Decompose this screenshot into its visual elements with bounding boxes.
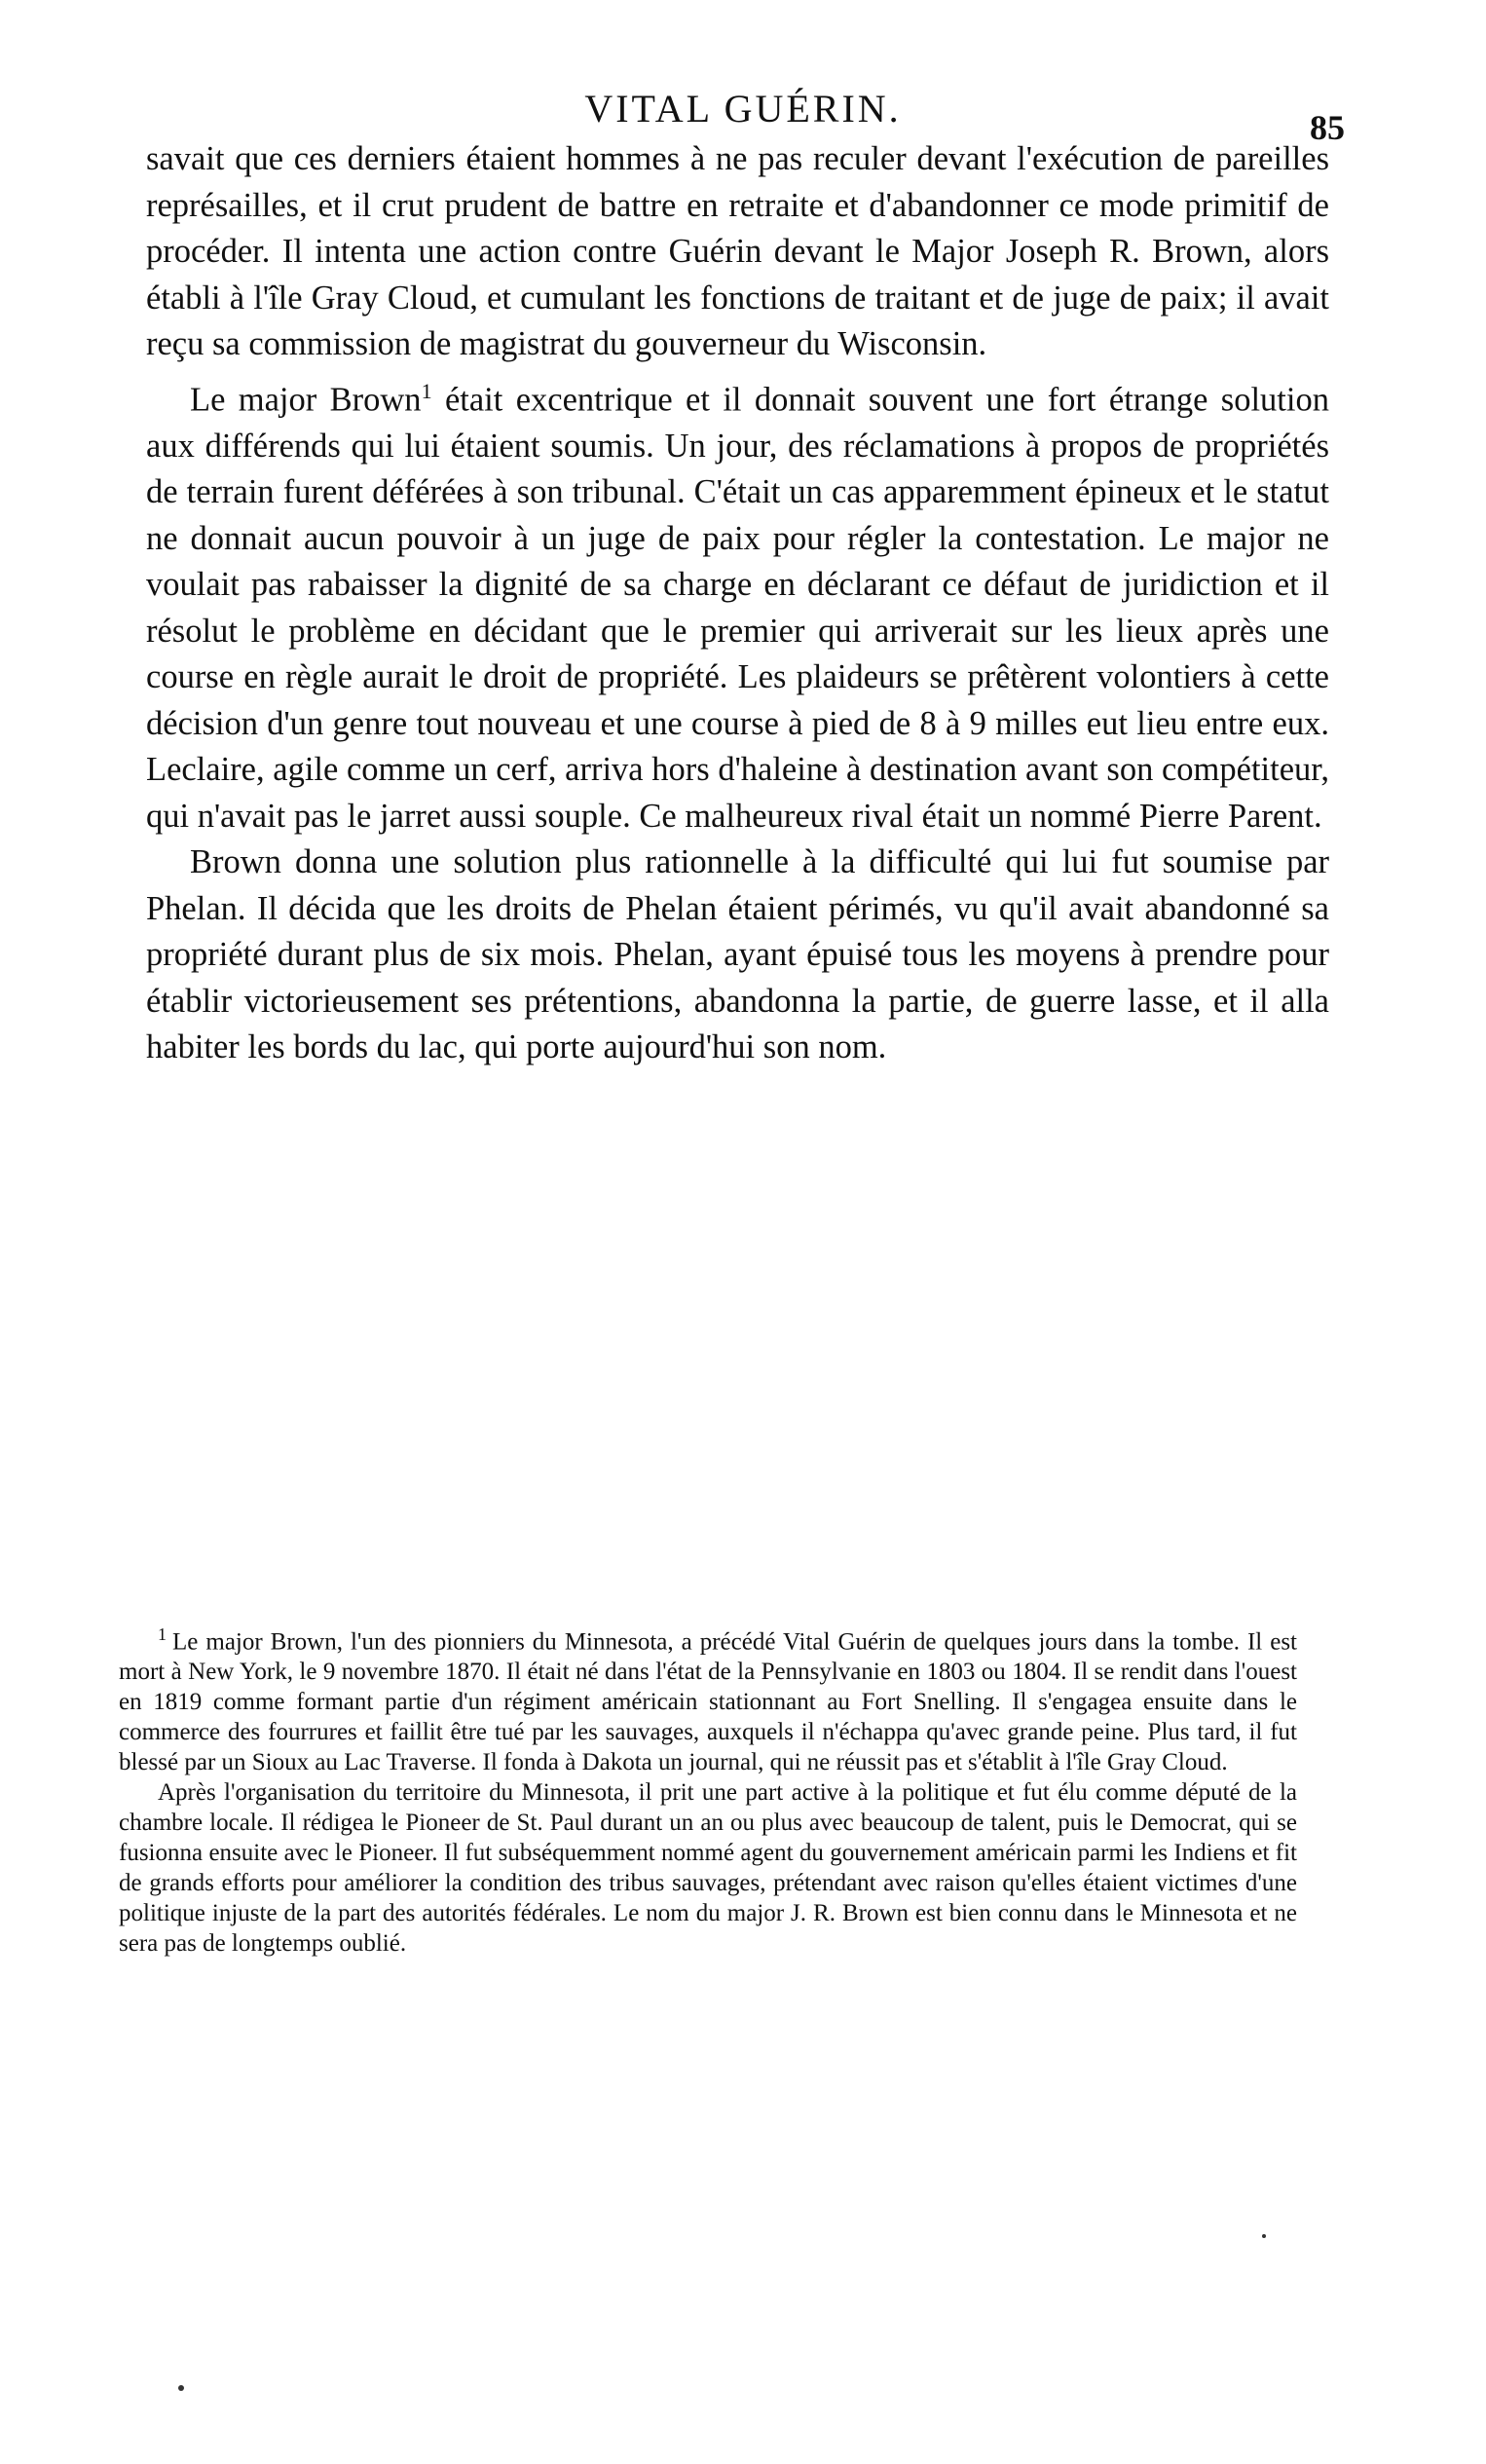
ink-speck (178, 2385, 184, 2391)
footnote-reference: 1 (421, 378, 432, 403)
paragraph-2-start: Le major Brown (190, 381, 422, 418)
footnote-1-text: Le major Brown, l'un des pionniers du Minnesota, a précédé Vital Guérin de quelques jours dans la tombe. Il est mort à New York, le 9 novembre 1870. Il était né dans l'état de la Pennsylvanie en 1803 ou 1804. Il se rendit dans l'ouest en 1819 comme formant partie d'un régiment américain stationnant au Fort Snelling. Il s'engagea ensuite dans le commerce des fourrures et faillit être tué par les sauvages, auxquels il n'échappa qu'avec grande peine. Plus tard, il fut blessé par un Sioux au Lac Traverse. Il fonda à Dakota un journal, qui ne réussit pas et s'établit à l'île Gray Cloud. (119, 1628, 1297, 1776)
paragraph-3: Brown donna une solution plus rationnelle à la difficulté qui lui fut soumise par Phelan. Il décida que les droits de Phelan étaient périmés, vu qu'il avait abandonné sa propriété durant plus de six mois. Phelan, ayant épuisé tous les moyens à prendre pour établir victorieusement ses prétentions, abandonna la partie, de guerre lasse, et il alla habiter les bords du lac, qui porte aujourd'hui son nom. (146, 843, 1329, 1065)
ink-speck (1262, 2234, 1266, 2238)
paragraph-2-rest: était excentrique et il donnait souvent une fort étrange solution aux différends qui lui étaient soumis. Un jour, des réclamations à propos de propriétés de terrain furent déférées à son tribunal. C'était un cas apparemment épineux et le statut ne donnait aucun pouvoir à un juge de paix pour régler la contestation. Le major ne voulait pas rabaisser la dignité de sa charge en déclarant ce défaut de juridiction et il résolut le problème en décidant que le premier qui arriverait sur les lieux après une course en règle aurait le droit de propriété. Les plaideurs se prêtèrent volontiers à cette décision d'un genre tout nouveau et une course à pied de 8 à 9 milles eut lieu entre eux. Leclaire, agile comme un cerf, arriva hors d'haleine à destination avant son compétiteur, qui n'avait pas le jarret aussi souple. Ce malheureux rival était un nommé Pierre Parent. (146, 381, 1329, 835)
footnote-marker: 1 (158, 1624, 167, 1644)
paragraph-1: savait que ces derniers étaient hommes à ne pas reculer devant l'exécution de pareilles représailles, et il crut prudent de battre en retraite et d'abandonner ce mode primitif de procéder. Il intenta une action contre Guérin devant le Major Joseph R. Brown, alors établi à l'île Gray Cloud, et cumulant les fonctions de traitant et de juge de paix; il avait reçu sa commission de magistrat du gouverneur du Wisconsin. (146, 140, 1329, 362)
page-number: 85 (1310, 108, 1345, 147)
footnote-1-continued: Après l'organisation du territoire du Minnesota, il prit une part active à la politique et fut élu comme député de la chambre locale. Il rédigea le Pioneer de St. Paul durant un an ou plus avec beaucoup de talent, puis le Democrat, qui se fusionna ensuite avec le Pioneer. Il fut subséquemment nommé agent du gouvernement américain parmi les Indiens et fit de grands efforts pour améliorer la condition des tribus sauvages, prétendant avec raison qu'elles étaient victimes d'une politique injuste de la part des autorités fédérales. Le nom du major J. R. Brown est bien connu dans le Minnesota et ne sera pas de longtemps oublié. (119, 1779, 1297, 1958)
running-title: VITAL GUÉRIN. (584, 87, 902, 131)
